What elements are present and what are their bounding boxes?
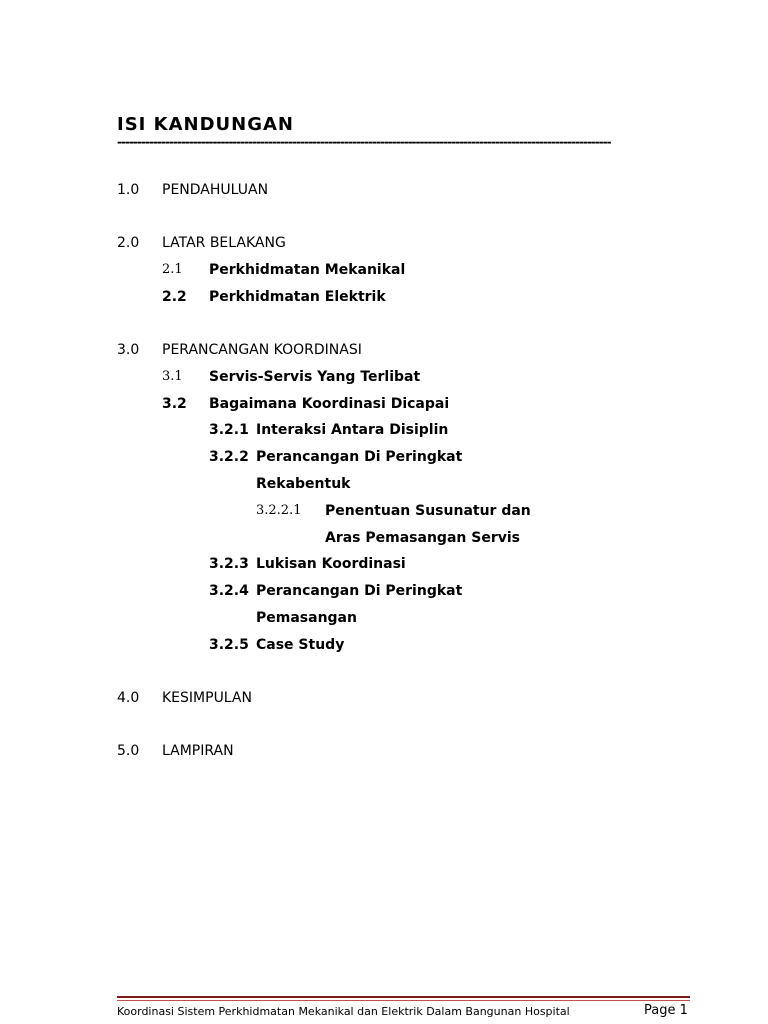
toc-label: Bagaimana Koordinasi Dicapai [209, 396, 450, 412]
toc-number: 3.2.3 [209, 556, 249, 572]
toc-label: Servis-Servis Yang Terlibat [209, 369, 421, 385]
toc-label-continued: Pemasangan [256, 610, 357, 626]
toc-number: 3.2.1 [209, 422, 249, 438]
toc-label: LATAR BELAKANG [162, 235, 286, 251]
toc-number: 3.2.2.1 [256, 503, 302, 518]
toc-label-continued: Aras Pemasangan Servis [325, 530, 520, 546]
toc-number: 3.2.5 [209, 637, 249, 653]
toc-number: 3.2 [162, 396, 187, 412]
toc-number: 1.0 [117, 182, 140, 198]
page-number: Page 1 [644, 1003, 688, 1018]
toc-label: LAMPIRAN [162, 743, 234, 759]
toc-label: Perkhidmatan Elektrik [209, 289, 386, 305]
footer-rule-dark [117, 996, 690, 998]
toc-label: Interaksi Antara Disiplin [256, 422, 449, 438]
toc-label: Penentuan Susunatur dan [325, 503, 531, 519]
toc-number: 5.0 [117, 743, 140, 759]
footer-text: Koordinasi Sistem Perkhidmatan Mekanikal dan Elektrik Dalam Bangunan Hospital [117, 1005, 570, 1018]
toc-label: Case Study [256, 637, 345, 653]
toc-number: 3.2.2 [209, 449, 249, 465]
toc-label: PERANCANGAN KOORDINASI [162, 342, 362, 358]
toc-number: 3.2.4 [209, 583, 249, 599]
toc-number: 2.2 [162, 289, 187, 305]
toc-label: Lukisan Koordinasi [256, 556, 406, 572]
toc-number: 3.0 [117, 342, 140, 358]
toc-number: 2.0 [117, 235, 140, 251]
toc-label-continued: Rekabentuk [256, 476, 351, 492]
toc-number: 4.0 [117, 690, 140, 706]
toc-label: Perkhidmatan Mekanikal [209, 262, 406, 278]
toc-label: KESIMPULAN [162, 690, 252, 706]
title-divider: ---------------------------------------------------------------------------------------------------------------------------- [117, 135, 611, 149]
page-title: ISI KANDUNGAN [117, 114, 294, 135]
toc-label: Perancangan Di Peringkat [256, 583, 463, 599]
toc-label: PENDAHULUAN [162, 182, 269, 198]
toc-number: 2.1 [162, 262, 183, 277]
footer-rule-light [117, 1000, 690, 1001]
toc-number: 3.1 [162, 369, 183, 384]
toc-label: Perancangan Di Peringkat [256, 449, 463, 465]
